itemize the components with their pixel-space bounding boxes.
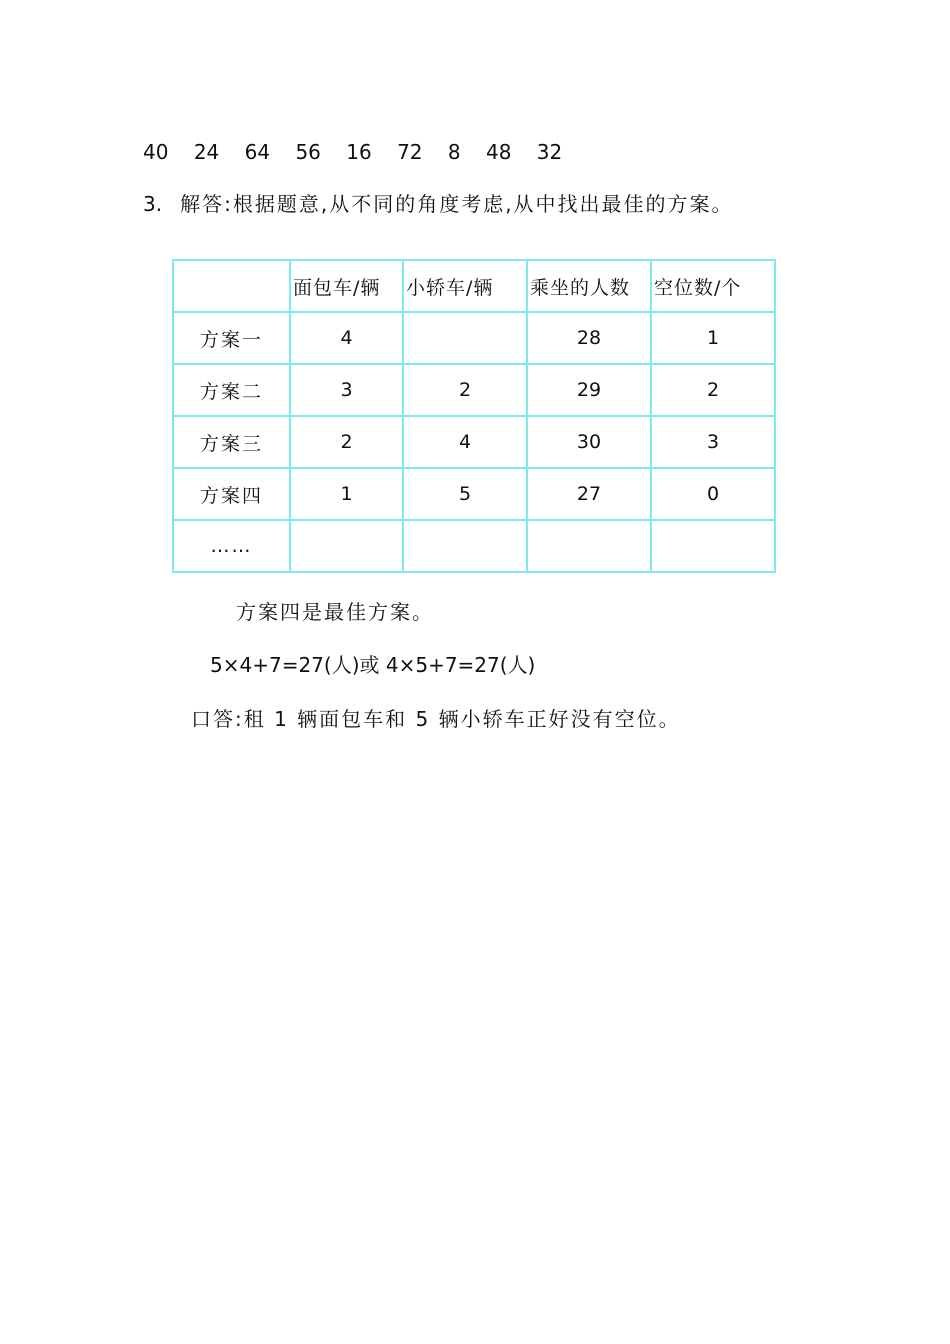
sequence-number: 72	[397, 140, 423, 164]
sequence-number: 64	[244, 140, 271, 164]
table-cell: 29	[527, 364, 651, 416]
sequence-number: 24	[193, 140, 220, 164]
formula-text: 5×4+7=27(人)或 4×5+7=27(人)	[210, 653, 536, 677]
row-label: 方案一	[173, 312, 290, 364]
header-cell-blank	[173, 260, 290, 312]
table-cell: 0	[651, 468, 775, 520]
sequence-number: 16	[346, 140, 372, 164]
sequence-number: 32	[536, 140, 563, 164]
sequence-number: 56	[295, 140, 321, 164]
row-label: 方案四	[173, 468, 290, 520]
table-cell: 27	[527, 468, 651, 520]
table-cell	[290, 520, 403, 572]
table-cell	[403, 520, 527, 572]
header-cell-van: 面包车/辆	[290, 260, 403, 312]
header-cell-empty-seats: 空位数/个	[651, 260, 775, 312]
table-cell: 2	[651, 364, 775, 416]
table-row	[173, 520, 775, 572]
row-label-ellipsis: ……	[173, 520, 290, 572]
answer-text: 口答:租 1 辆面包车和 5 辆小轿车正好没有空位。	[191, 707, 681, 731]
table-cell	[651, 520, 775, 572]
table-row	[173, 468, 775, 520]
sequence-number: 40	[143, 140, 169, 164]
table-cell: 4	[290, 312, 403, 364]
table-row	[173, 312, 775, 364]
table-row	[173, 416, 775, 468]
table-cell: 3	[290, 364, 403, 416]
question-3	[143, 190, 734, 218]
conclusion-text: 方案四是最佳方案。	[236, 600, 434, 624]
row-label: 方案二	[173, 364, 290, 416]
sequence-number: 8	[447, 140, 461, 164]
table-header-row	[173, 260, 775, 312]
table-cell	[527, 520, 651, 572]
header-cell-car: 小轿车/辆	[403, 260, 527, 312]
table-cell: 1	[290, 468, 403, 520]
table-cell: 2	[290, 416, 403, 468]
table-cell: 28	[527, 312, 651, 364]
table-cell: 5	[403, 468, 527, 520]
table-cell: 2	[403, 364, 527, 416]
table-cell: 4	[403, 416, 527, 468]
table-cell: 3	[651, 416, 775, 468]
question-number: 3.	[143, 192, 163, 216]
header-cell-passengers: 乘坐的人数	[527, 260, 651, 312]
row-label: 方案三	[173, 416, 290, 468]
sequence-number: 48	[485, 140, 512, 164]
question-text: 解答:根据题意,从不同的角度考虑,从中找出最佳的方案。	[180, 192, 734, 216]
plan-table	[172, 259, 776, 573]
table-cell: 1	[651, 312, 775, 364]
table-cell: 30	[527, 416, 651, 468]
number-sequence	[143, 138, 581, 166]
table-row	[173, 364, 775, 416]
table-cell	[403, 312, 527, 364]
